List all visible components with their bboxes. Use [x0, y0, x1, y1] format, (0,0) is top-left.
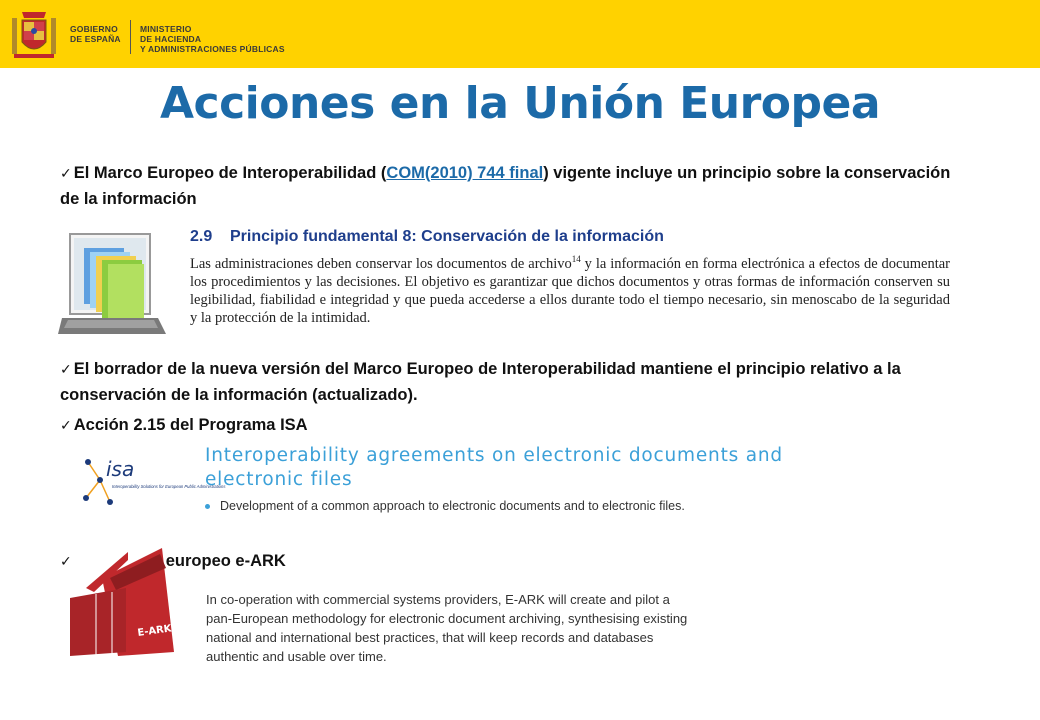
- excerpt-number: 2.9: [190, 228, 213, 245]
- bullet-dot-icon: [205, 504, 210, 509]
- com-2010-link[interactable]: COM(2010) 744 final: [386, 164, 544, 182]
- bullet1-pre: El: [73, 164, 94, 182]
- isa-logo-text: isa: [106, 457, 135, 481]
- checkmark-icon: ✓: [60, 553, 72, 569]
- eark-logo-text: E-ARK: [136, 623, 173, 639]
- isa-title: [205, 444, 785, 492]
- isa-item-text: Development of a common approach to electronic documents and to electronic files.: [220, 499, 685, 513]
- checkmark-icon: ✓: [60, 165, 72, 181]
- bullet1-mid: (: [376, 164, 387, 182]
- gobierno-label: GOBIERNO DE ESPAÑA: [70, 24, 121, 44]
- bullet-marco-europeo: [60, 160, 960, 212]
- header-band: [0, 0, 1040, 68]
- isa-item: [205, 499, 685, 513]
- bullet3-text: Acción 2.15 del Programa ISA: [73, 416, 308, 434]
- bullet2-text: El borrador de la nueva versión del Marco Europeo de Interoperabilidad mantiene el principio relativo a la conservación de la información (actualizado).: [60, 360, 901, 404]
- excerpt-body-b: y la información en forma electrónica a efectos de documentar los procedimientos y las decisiones. El objetivo es garantizar que dichos documentos y otras formas de información conserven su legibilidad, fiabilidad e integridad y que pueda accederse a ellos durante todo el tiempo necesario, sin menoscabo de la seguridad y la protección de la intimidad.: [190, 255, 950, 326]
- bullet4-text: europeo e-ARK: [165, 552, 286, 570]
- checkmark-icon: ✓: [60, 417, 72, 433]
- excerpt-heading-text: Principio fundamental 8: Conservación de la información: [230, 228, 664, 245]
- isa-logo-icon: [78, 450, 226, 510]
- isa-logo-caption: Interoperability Solutions for European Public Administrations: [112, 484, 226, 489]
- bullet-borrador: [60, 356, 960, 408]
- bullet1-post: ) vigente incluye un principio sobre la conservación de la información: [60, 164, 951, 208]
- laptop-folders-icon: [58, 230, 170, 342]
- excerpt-body: [190, 250, 950, 327]
- excerpt-body-a: Las administraciones deben conservar los documentos de archivo: [190, 255, 572, 272]
- principle-excerpt: [190, 228, 950, 327]
- page-title: Acciones en la Unión Europea: [159, 78, 881, 129]
- isa-title-text: Interoperability agreements on electronic documents and electronic files: [205, 445, 783, 490]
- header-divider: [130, 20, 131, 54]
- ministerio-label: MINISTERIO DE HACIENDA Y ADMINISTRACIONES PÚBLICAS: [140, 24, 285, 54]
- spain-coat-of-arms-icon: [10, 8, 58, 62]
- eark-description: In co-operation with commercial systems providers, E-ARK will create and pilot a pan-European methodology for electronic document archiving, synthesising existing national and international best practices, that will keep records and databases authentic and usable over time.: [206, 592, 688, 664]
- footnote-marker: 14: [571, 254, 581, 264]
- checkmark-icon: ✓: [60, 361, 72, 377]
- excerpt-heading: [190, 228, 950, 246]
- bullet1-bold: Marco Europeo de Interoperabilidad: [93, 164, 377, 182]
- eark-logo-icon: [66, 548, 182, 658]
- bullet-accion-isa: [60, 412, 960, 438]
